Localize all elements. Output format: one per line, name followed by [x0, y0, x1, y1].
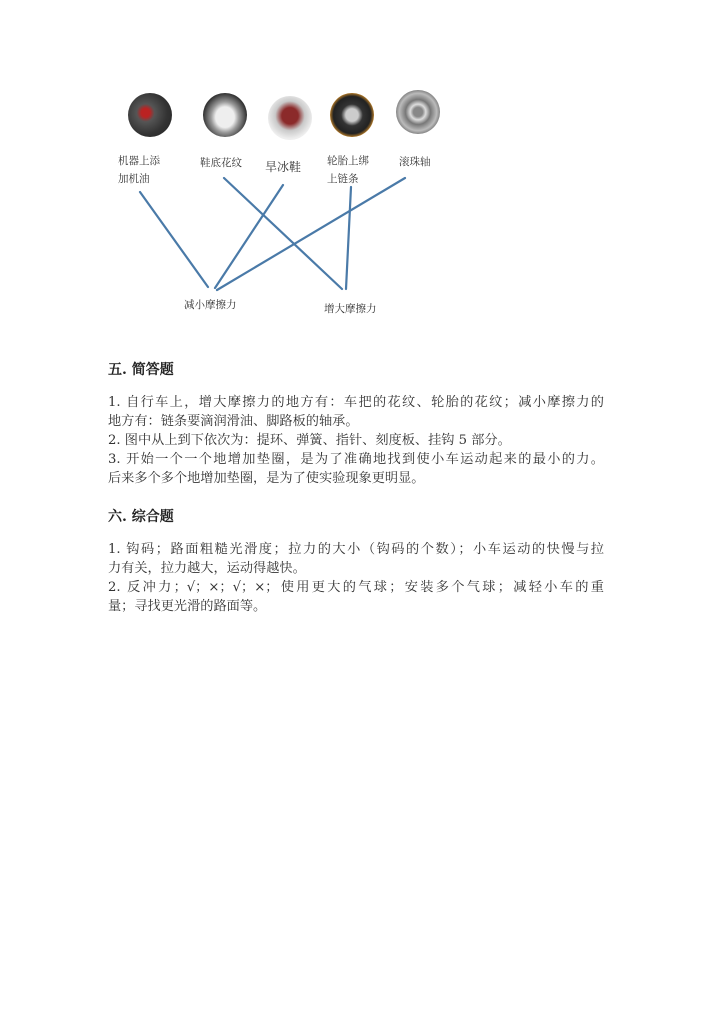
match-line [346, 187, 351, 289]
section-6-title: 六. 综合题 [108, 509, 174, 525]
matching-lines [0, 0, 720, 340]
item-label-ball-bearing: 滚珠轴 [399, 156, 431, 168]
answer-line: 量；寻找更光滑的路面等。 [108, 599, 267, 614]
item-label-shoe-sole: 鞋底花纹 [200, 157, 242, 169]
answer-line: 2. 图中从上到下依次为：提环、弹簧、指针、刻度板、挂钩 5 部分。 [108, 433, 511, 448]
answer-line: 力有关，拉力越大，运动得越快。 [108, 561, 306, 576]
item-label-tire-chain: 轮胎上绑 上链条 [327, 155, 369, 185]
answer-line: 1. 钩码；路面粗糙光滑度；拉力的大小（钩码的个数）；小车运动的快慢与拉 [108, 542, 604, 557]
answer-line: 3. 开始一个一个地增加垫圈，是为了准确地找到使小车运动起来的最小的力。 [108, 452, 604, 467]
answer-line: 1. 自行车上，增大摩擦力的地方有：车把的花纹、轮胎的花纹；减小摩擦力的 [108, 395, 604, 410]
answer-line: 地方有：链条要滴润滑油、脚路板的轴承。 [108, 414, 359, 429]
match-line [217, 178, 405, 290]
match-line [140, 192, 208, 287]
target-label-increase-friction: 增大摩擦力 [324, 303, 377, 315]
match-line [224, 178, 342, 289]
item-label-roller-skate: 旱冰鞋 [265, 160, 302, 174]
item-label-machine-oil: 机器上添 加机油 [118, 155, 160, 185]
answer-line: 后来多个多个地增加垫圈，是为了使实验现象更明显。 [108, 471, 425, 486]
answer-line: 2. 反冲力；√；×；√；×；使用更大的气球；安装多个气球；减轻小车的重 [108, 580, 604, 595]
section-5-title: 五. 简答题 [108, 362, 174, 378]
target-label-reduce-friction: 减小摩擦力 [184, 299, 237, 311]
